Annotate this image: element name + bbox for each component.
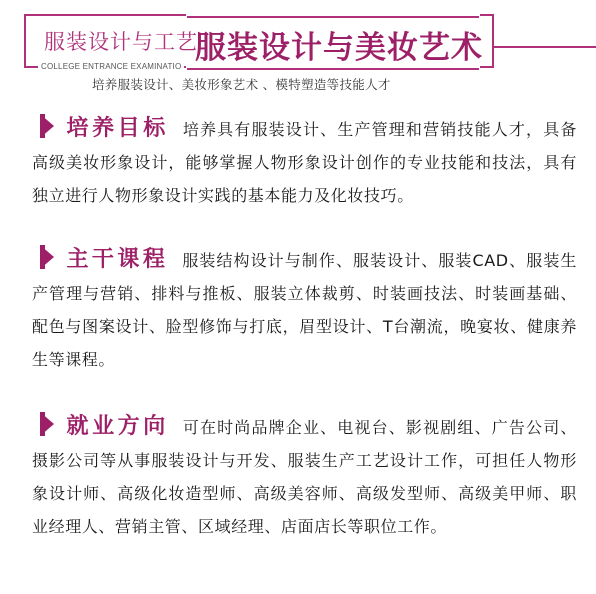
- arrow-icon: [32, 113, 66, 146]
- section-text: 培养具有服装设计、生产管理和营销技能人才，具备高级美妆形象设计，能够掌握人物形象设计创作的专业技能和技法，具有独立进行人物形象设计实践的基本能力及化妆技巧。: [32, 120, 577, 205]
- arrow-icon: [32, 411, 66, 444]
- section-heading: 培养目标: [66, 116, 169, 141]
- sub-title: 服装设计与工艺: [44, 30, 198, 54]
- decorative-line: [494, 46, 596, 48]
- main-title: 服装设计与美妆艺术: [195, 30, 483, 66]
- section-heading: 就业方向: [66, 414, 169, 439]
- section-heading: 主干课程: [66, 247, 169, 272]
- section-career-direction: [32, 410, 592, 543]
- section-main-courses: [32, 243, 592, 376]
- section-body: [32, 410, 577, 543]
- section-body: [32, 243, 577, 376]
- sub-title-english: COLLEGE ENTRANCE EXAMINATIO: [38, 62, 184, 71]
- section-text: 服装结构设计与制作、服装设计、服装CAD、服装生产管理与营销、排料与推板、服装立体裁剪、时装画技法、时装画基础、配色与图案设计、脸型修饰与打底，眉型设计、T台潮流，晚宴妆、健康养生等课程。: [32, 251, 577, 369]
- arrow-icon: [32, 244, 66, 277]
- header: [0, 0, 596, 110]
- title-frame-right: [480, 14, 494, 68]
- tagline: 培养服装设计、美妆形象艺术 、模特塑造等技能人才: [92, 77, 391, 92]
- section-text: 可在时尚品牌企业、电视台、影视剧组、广告公司、摄影公司等从事服装设计与开发、服装生产工艺设计工作，可担任人物形象设计师、高级化妆造型师、高级美容师、高级发型师、高级美甲师、职业经理人、营销主管、区域经理、店面店长等职位工作。: [32, 418, 577, 536]
- section-training-goal: [32, 112, 592, 212]
- section-body: [32, 112, 577, 212]
